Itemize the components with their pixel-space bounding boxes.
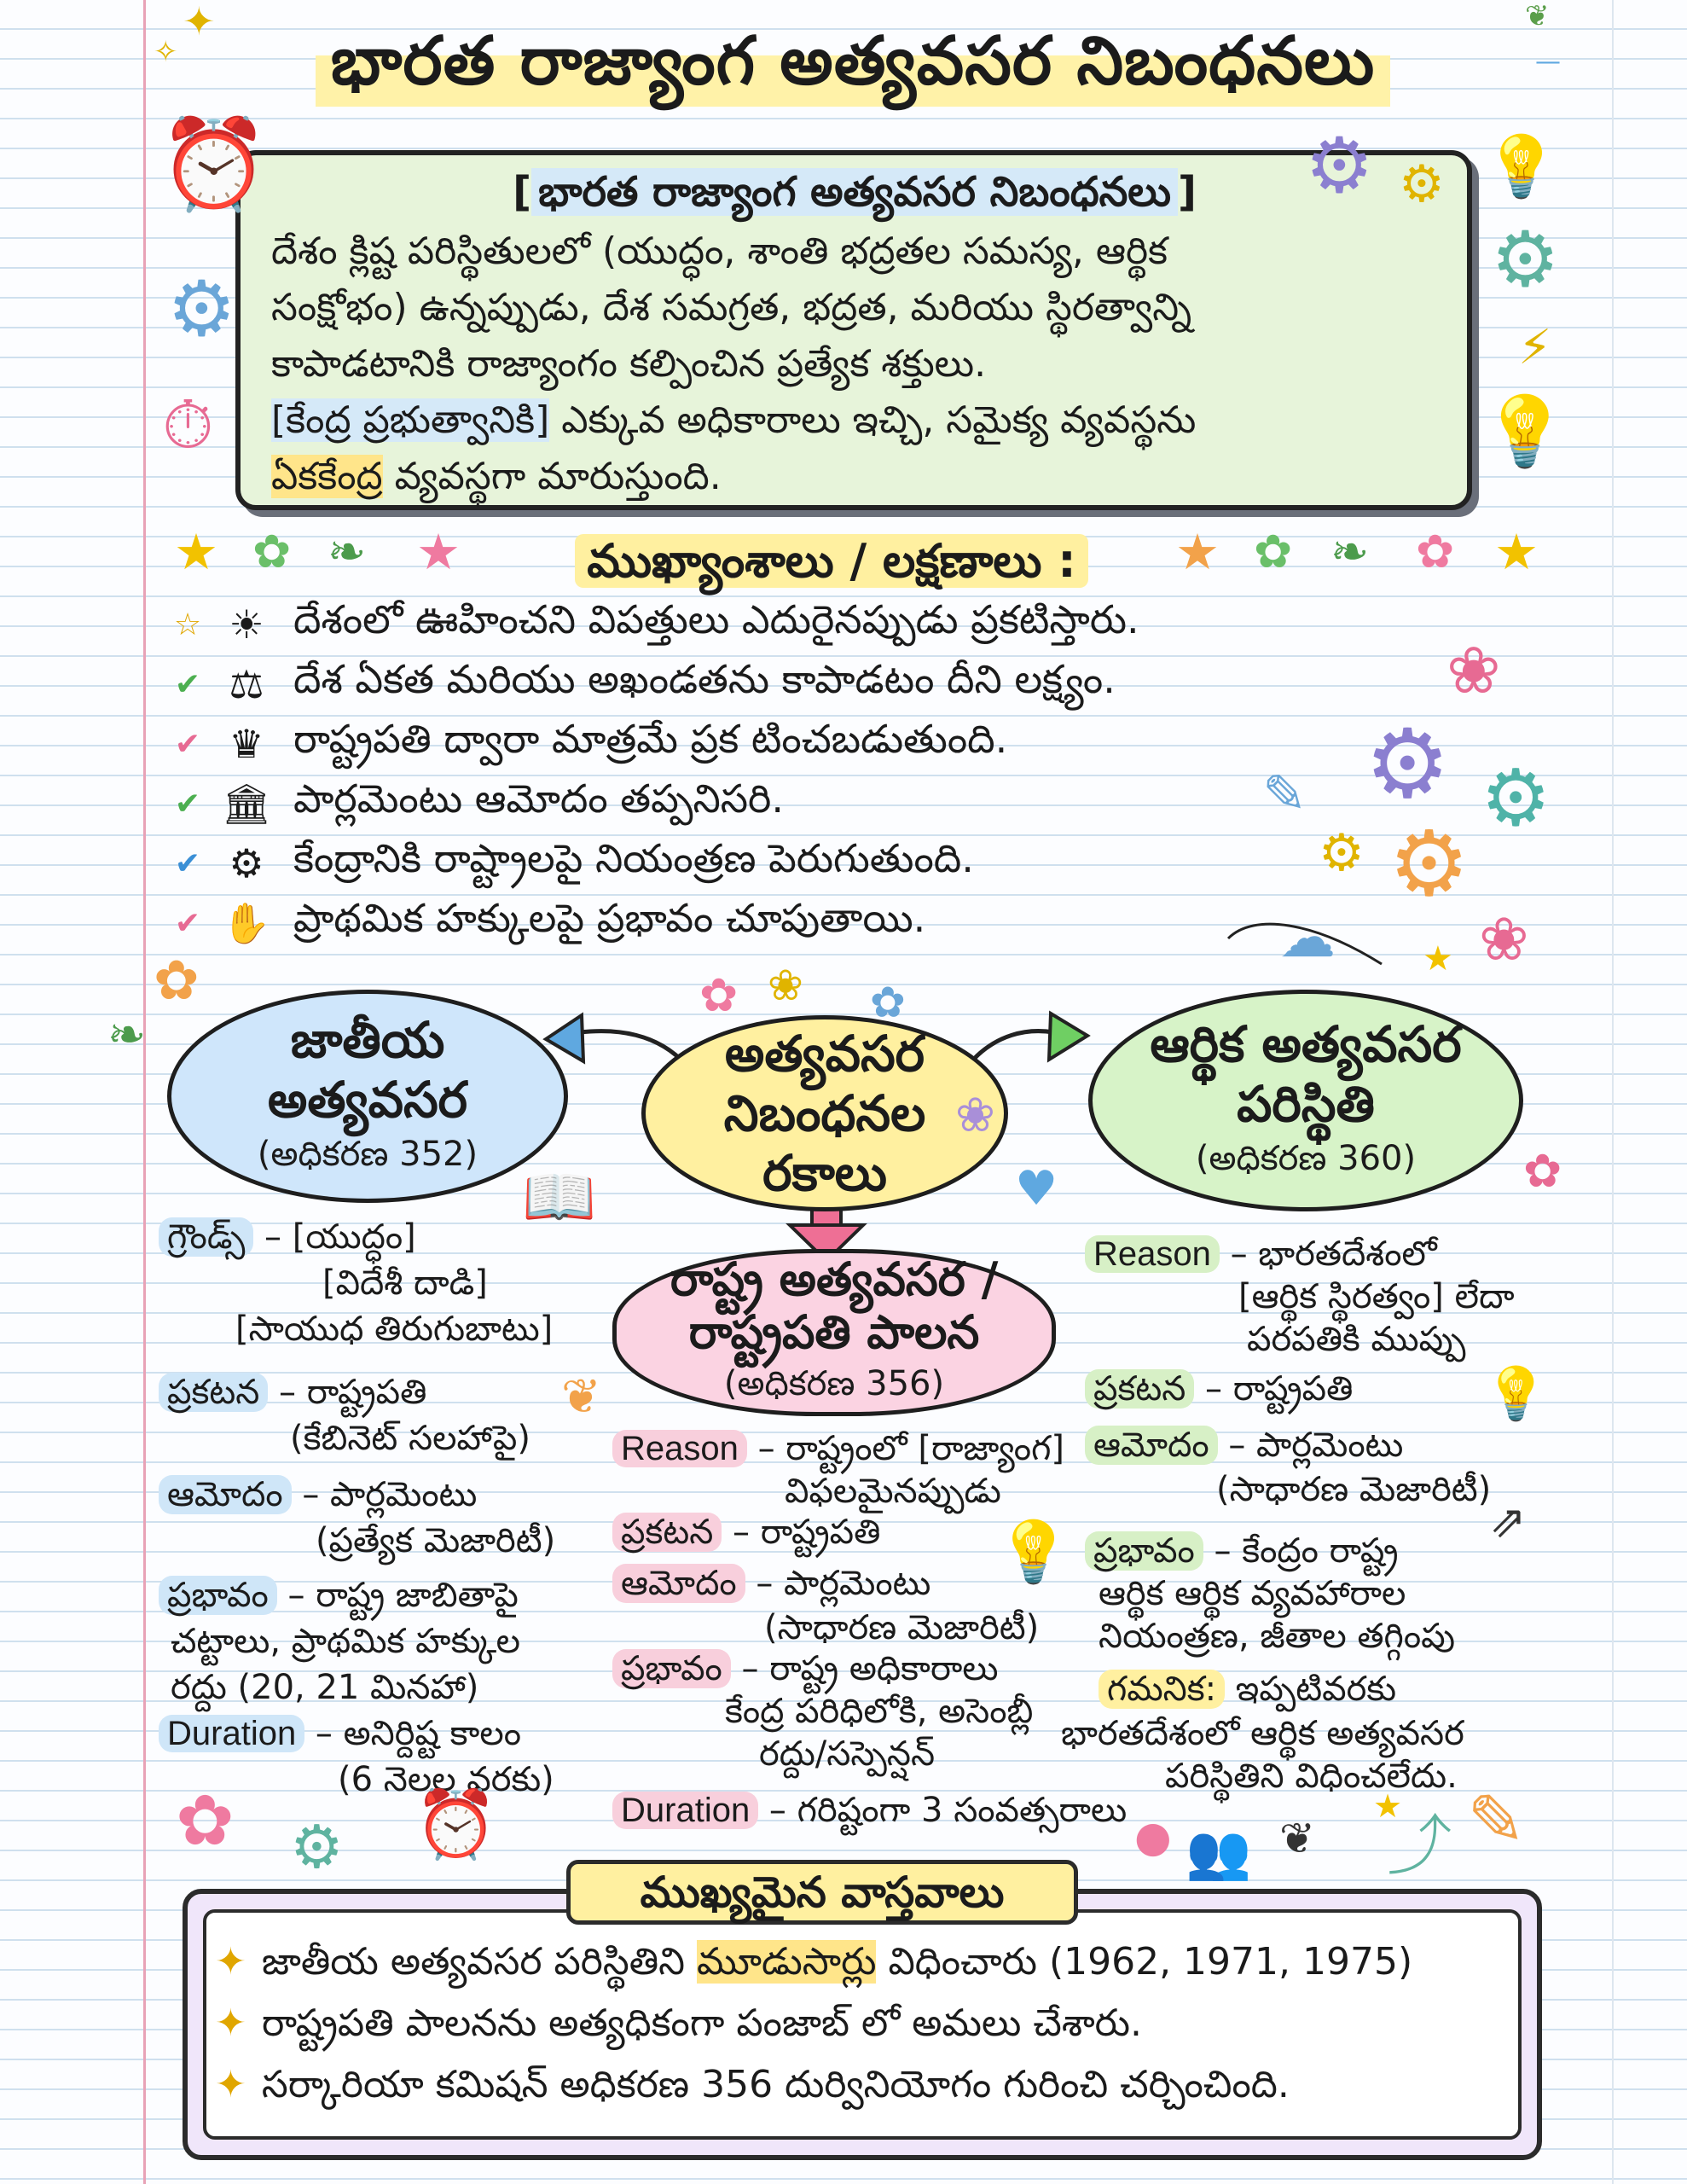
growth-doodle-icon: ⇗ bbox=[1489, 1496, 1527, 1548]
state-title-line-1: రాష్ట్ర అత్యవసర / bbox=[670, 1252, 999, 1306]
gear-icon: ⚙ bbox=[290, 1812, 344, 1882]
state-effect-row: ప్రభావం – రాష్ట్ర అధికారాలు bbox=[612, 1647, 999, 1691]
national-grounds-row-3: [సాయుధ తిరుగుబాటు] bbox=[235, 1310, 554, 1349]
flower-icon: ✿ bbox=[252, 525, 292, 578]
emergency-types-cloud bbox=[641, 1015, 1008, 1211]
tag-icon: ✎ bbox=[1262, 763, 1307, 825]
national-duration-row-2: (6 నెలల వరకు) bbox=[338, 1760, 554, 1799]
national-title-line-1: జాతీయ bbox=[290, 1011, 445, 1069]
definition-line-2: సంక్షోభం) ఉన్నప్పుడు, దేశ సమగ్రత, భద్రత, మరియు స్థిరత్వాన్ని bbox=[271, 286, 1192, 329]
state-proclamation-row: ప్రకటన – రాష్ట్రపతి bbox=[612, 1510, 880, 1554]
financial-note-row-3: పరిస్థితిని విధించలేదు. bbox=[1165, 1757, 1458, 1796]
cloud-icon: ☁ bbox=[1279, 904, 1336, 970]
feature-text: రాష్ట్రపతి ద్వారా మాత్రమే ప్రక టించబడుతుంది. bbox=[293, 716, 1008, 762]
features-heading: ముఖ్యాంశాలు / లక్షణాలు : bbox=[478, 527, 1186, 595]
national-effect-row-3: రద్దు (20, 21 మినహా) bbox=[171, 1668, 479, 1707]
financial-approval-row-2: (సాధారణ మెజారిటీ) bbox=[1216, 1470, 1492, 1509]
financial-note-row: గమనిక: ఇప్పటివరకు bbox=[1099, 1667, 1396, 1711]
lightning-icon: ⚡ bbox=[1518, 320, 1552, 375]
alarm-clock-icon: ⏰ bbox=[415, 1786, 498, 1863]
gear-icon: ⚙ bbox=[1319, 823, 1365, 883]
flower-icon: ✿ bbox=[154, 950, 200, 1013]
flower-icon: ✿ bbox=[1416, 525, 1455, 578]
sparkle-icon: ✦ bbox=[183, 0, 216, 44]
page-title: భారత రాజ్యాంగ అత్యవసర నిబంధనలు bbox=[183, 22, 1522, 116]
financial-approval-row: ఆమోదం – పార్లమెంటు bbox=[1085, 1423, 1403, 1467]
center-title-line-2: నిబంధనల bbox=[723, 1084, 926, 1142]
check-icon: ✔ bbox=[174, 786, 201, 822]
people-doodle-icon: 👥 bbox=[1186, 1821, 1252, 1883]
constitution-book-icon: 📖 bbox=[522, 1162, 597, 1232]
check-icon: ✔ bbox=[174, 845, 201, 881]
flower-icon: ✿ bbox=[1254, 525, 1293, 578]
curved-arrow-icon: ⤴ bbox=[1387, 1808, 1452, 1884]
lightbulb-icon: 💡 bbox=[1482, 392, 1568, 471]
feature-text: పార్లమెంటు ఆమోదం తప్పనిసరి. bbox=[293, 775, 784, 822]
star-icon: ✦ bbox=[215, 2001, 246, 2045]
leaf-icon: ❦ bbox=[1525, 0, 1550, 33]
sprout-icon: ❦ bbox=[1279, 1814, 1315, 1863]
feature-text: కేంద్రానికి రాష్ట్రాలపై నియంత్రణ పెరుగుతుంది. bbox=[293, 835, 974, 881]
check-icon: ✔ bbox=[174, 726, 201, 762]
state-emergency-cloud bbox=[612, 1249, 1056, 1416]
gear-icon: ⚙ bbox=[1481, 752, 1551, 844]
star-icon: ✦ bbox=[215, 1940, 246, 1984]
leaf-icon: ❧ bbox=[328, 525, 367, 578]
state-reason-row: Reason – రాష్ట్రంలో [రాజ్యాంగ] bbox=[612, 1426, 1064, 1471]
financial-title-line-1: ఆర్థిక అత్యవసర bbox=[1150, 1015, 1462, 1073]
star-icon: ★ bbox=[1175, 523, 1220, 581]
financial-note-row-2: భారతదేశంలో ఆర్థిక అత్యవసర bbox=[1061, 1714, 1464, 1753]
feature-text: దేశ ఏకత మరియు అఖండతను కాపాడటం దీని లక్ష్యం. bbox=[293, 656, 1116, 702]
parliament-icon: 🏛 bbox=[221, 780, 272, 827]
financial-reason-row: Reason – భారతదేశంలో bbox=[1085, 1232, 1437, 1276]
star-icon: ★ bbox=[174, 523, 218, 581]
national-emergency-cloud bbox=[167, 990, 568, 1203]
sparkle-icon: ✧ bbox=[154, 35, 178, 69]
alarm-clock-icon: ⏰ bbox=[159, 112, 270, 216]
state-duration-row: Duration – గరిష్టంగా 3 సంవత్సరాలు bbox=[612, 1788, 1127, 1833]
national-title-line-2: అత్యవసర bbox=[267, 1071, 468, 1129]
gear-icon: ⚙ bbox=[1399, 154, 1445, 214]
financial-effect-row-2: ఆర్థిక ఆర్థిక వ్యవహారాల bbox=[1099, 1574, 1406, 1613]
state-title-line-2: రాష్ట్రపతి పాలన bbox=[688, 1305, 980, 1359]
national-grounds-row-2: [విదేశీ దాడి] bbox=[322, 1263, 488, 1303]
national-proclamation-row: ప్రకటన – రాష్ట్రపతి bbox=[159, 1370, 426, 1414]
flower-icon: ❀ bbox=[955, 1088, 995, 1143]
financial-proclamation-row: ప్రకటన – రాష్ట్రపతి bbox=[1085, 1367, 1353, 1411]
pencil-icon: ✎ bbox=[1467, 1780, 1526, 1862]
gear-icon: ⚙ bbox=[1305, 121, 1374, 211]
lightbulb-icon: 💡 bbox=[1484, 1364, 1548, 1424]
flower-icon: ✿ bbox=[176, 1780, 235, 1862]
flower-icon: ❀ bbox=[768, 961, 803, 1010]
gear-icon: ⚙ bbox=[229, 840, 264, 886]
flower-icon: ✿ bbox=[870, 978, 906, 1027]
financial-reason-row-2: [ఆర్థిక స్థిరత్వం] లేదా bbox=[1238, 1277, 1515, 1316]
definition-line-1: దేశం క్లిష్ట పరిస్థితులలో (యుద్ధం, శాంతి భద్రతల సమస్య, ఆర్థిక bbox=[271, 229, 1168, 273]
star-icon: ★ bbox=[416, 523, 461, 581]
check-icon: ☆ bbox=[173, 607, 202, 642]
state-approval-row: ఆమోదం – పార్లమెంటు bbox=[612, 1561, 930, 1606]
flower-pot-icon: ❀ bbox=[1446, 632, 1501, 708]
definition-line-4: [కేంద్ర ప్రభుత్వానికి] ఎక్కువ అధికారాలు ఇచ్చి, సమైక్య వ్యవస్థను bbox=[271, 398, 1197, 442]
state-effect-row-2: కేంద్ర పరిధిలోకి, అసెంబ్లీ bbox=[725, 1692, 1034, 1731]
stopwatch-icon: ⏱ bbox=[162, 387, 214, 464]
national-effect-row: ప్రభావం – రాష్ట్ర జాబితాపై bbox=[159, 1573, 519, 1618]
definition-heading: [ భారత రాజ్యాంగ అత్యవసర నిబంధనలు ] bbox=[513, 168, 1197, 216]
state-effect-row-3: రద్దు/సస్పెన్షన్ bbox=[759, 1734, 936, 1774]
gear-icon: ⚙ bbox=[1388, 811, 1470, 916]
state-article: (అధికరణ 356) bbox=[723, 1364, 945, 1403]
financial-effect-row-3: నియంత్రణ, జీతాల తగ్గింపు bbox=[1099, 1617, 1456, 1656]
state-reason-row-2: విఫలమైనప్పుడు bbox=[785, 1472, 1001, 1511]
star-icon: ★ bbox=[1494, 523, 1539, 581]
star-icon: ★ bbox=[1373, 1787, 1403, 1825]
scales-icon: ⚖ bbox=[229, 661, 264, 707]
flower-icon: ❀ bbox=[1479, 904, 1529, 974]
check-icon: ✔ bbox=[174, 905, 201, 941]
feature-text: దేశంలో ఊహించని విపత్తులు ఎదురైనప్పుడు ప్రకటిస్తారు. bbox=[293, 596, 1139, 642]
star-icon: ★ bbox=[1423, 939, 1453, 979]
gear-icon: ⚙ bbox=[1365, 709, 1451, 820]
financial-reason-row-3: పరపతికి ముప్పు bbox=[1247, 1320, 1466, 1359]
gear-icon: ⚙ bbox=[1491, 215, 1560, 305]
national-proclamation-row-2: (కేబినెట్ సలహాపై) bbox=[290, 1419, 530, 1458]
lightbulb-icon: 💡 bbox=[996, 1517, 1071, 1587]
financial-emergency-cloud bbox=[1088, 990, 1523, 1211]
leaf-icon: ❧ bbox=[1330, 525, 1370, 578]
star-icon: ✦ bbox=[215, 2063, 246, 2106]
definition-line-3: కాపాడటానికి రాజ్యాంగం కల్పించిన ప్రత్యేక శక్తులు. bbox=[271, 342, 987, 386]
feature-text: ప్రాథమిక హక్కులపై ప్రభావం చూపుతాయి. bbox=[293, 895, 926, 941]
fact-item-2: ✦ రాష్ట్రపతి పాలనను అత్యధికంగా పంజాబ్ లో అమలు చేశారు. bbox=[215, 2001, 1142, 2045]
check-icon: ✔ bbox=[174, 666, 201, 702]
financial-effect-row: ప్రభావం – కేంద్రం రాష్ట్ర bbox=[1085, 1529, 1399, 1573]
fact-item-3: ✦ సర్కారియా కమిషన్ అధికరణ 356 దుర్వినియోగం గురించి చర్చించింది. bbox=[215, 2063, 1290, 2106]
center-title-line-3: రకాలు bbox=[762, 1144, 887, 1202]
important-facts-heading: ముఖ్యమైన వాస్తవాలు bbox=[566, 1860, 1078, 1925]
national-article: (అధికరణ 352) bbox=[257, 1135, 478, 1174]
dash-icon: — bbox=[1535, 47, 1561, 77]
crown-icon: ♛ bbox=[229, 721, 264, 767]
heart-icon: ♥ bbox=[1015, 1161, 1058, 1217]
state-approval-row-2: (సాధారణ మెజారిటీ) bbox=[764, 1608, 1040, 1647]
national-duration-row: Duration – అనిర్దిష్ట కాలం bbox=[159, 1711, 521, 1756]
gear-icon: ⚙ bbox=[167, 264, 236, 354]
flower-icon: ✿ bbox=[1523, 1144, 1562, 1198]
dot-doodle-icon: ● bbox=[1134, 1812, 1172, 1862]
lightbulb-icon: 💡 bbox=[1484, 131, 1559, 201]
hand-icon: ✋ bbox=[222, 899, 271, 946]
national-approval-row: ఆమోదం – పార్లమెంటు bbox=[159, 1472, 477, 1517]
flower-icon: ❦ bbox=[561, 1369, 601, 1425]
national-approval-row-2: (ప్రత్యేక మెజారిటీ) bbox=[316, 1521, 556, 1560]
financial-article: (అధికరణ 360) bbox=[1195, 1139, 1417, 1178]
arrow-to-financial-head bbox=[1049, 1014, 1087, 1060]
fact-item-1: ✦ జాతీయ అత్యవసర పరిస్థితిని మూడుసార్లు విధించారు (1962, 1971, 1975) bbox=[215, 1940, 1413, 1984]
flower-icon: ✿ bbox=[699, 968, 739, 1022]
financial-title-line-2: పరిస్థితి bbox=[1237, 1075, 1375, 1133]
national-effect-row-2: చట్టాలు, ప్రాథమిక హక్కుల bbox=[171, 1622, 520, 1661]
center-title-line-1: అత్యవసర bbox=[724, 1025, 925, 1083]
leaf-icon: ❧ bbox=[107, 1008, 147, 1061]
definition-line-5: ఏకకేంద్ర వ్యవస్థగా మారుస్తుంది. bbox=[271, 455, 722, 498]
sun-icon: ☀ bbox=[229, 601, 264, 648]
national-grounds-row: గ్రౌండ్స్ – [యుద్ధం] bbox=[159, 1215, 416, 1259]
